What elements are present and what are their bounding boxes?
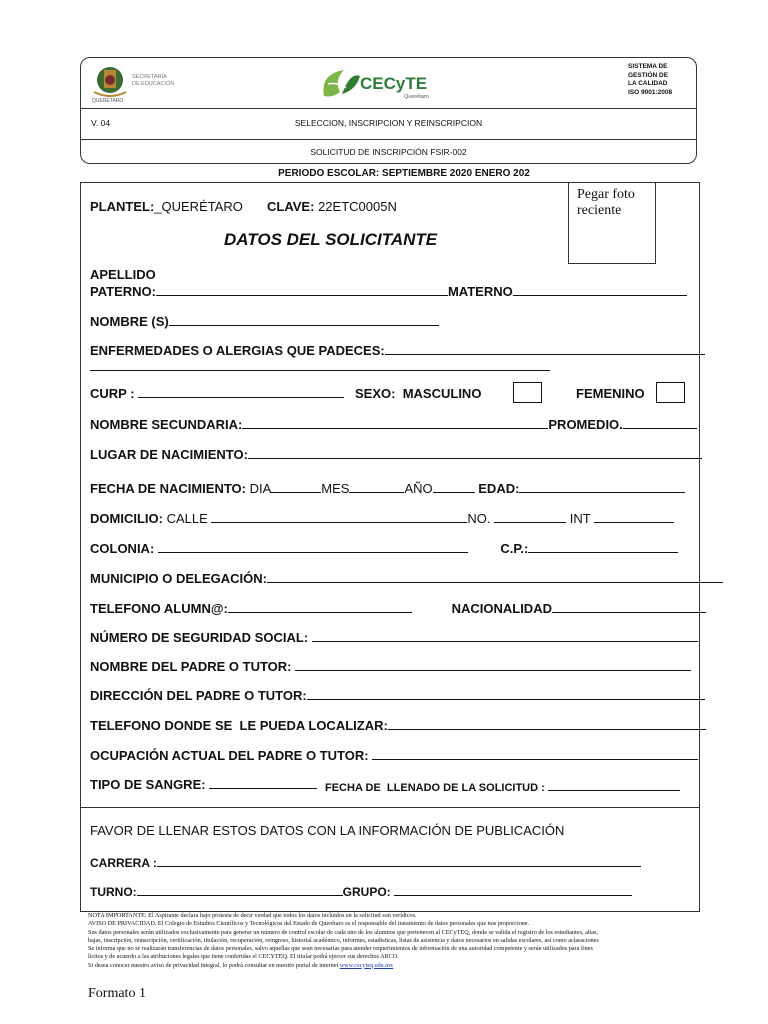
cecyte-logo-icon [320, 66, 362, 102]
plantel-row: PLANTEL:_QUERÉTARO [90, 199, 243, 214]
carrera-field[interactable]: CARRERA : [90, 855, 641, 870]
padre-field[interactable]: NOMBRE DEL PADRE O TUTOR: [90, 659, 691, 674]
turno-grupo-field[interactable]: TURNO: GRUPO: [90, 884, 632, 899]
photo-box: Pegar foto reciente [568, 182, 656, 264]
ocupacion-field[interactable]: OCUPACIÓN ACTUAL DEL PADRE O TUTOR: [90, 748, 698, 763]
section-title: DATOS DEL SOLICITANTE [224, 230, 438, 249]
fecha-llenado-field[interactable]: FECHA DE LLENADO DE LA SOLICITUD : [325, 779, 680, 794]
nss-field[interactable]: NÚMERO DE SEGURIDAD SOCIAL: [90, 630, 698, 645]
enfermedades-field[interactable]: ENFERMEDADES O ALERGIAS QUE PADECES: [90, 343, 705, 358]
lugar-nacimiento-field[interactable]: LUGAR DE NACIMIENTO: [90, 447, 702, 462]
footer-label: Formato 1 [88, 986, 146, 1001]
form-name: SOLICITUD DE INSCRIPCIÓN FSIR-002 [310, 147, 467, 157]
fecha-nacimiento-field[interactable]: FECHA DE NACIMIENTO: DIA MES AÑO EDAD: [90, 481, 685, 496]
femenino-label: FEMENINO [576, 386, 645, 401]
direccion-padre-field[interactable]: DIRECCIÓN DEL PADRE O TUTOR: [90, 688, 705, 703]
masculino-checkbox[interactable] [513, 382, 542, 403]
version-row [80, 108, 697, 140]
clave-row: CLAVE: 22ETC0005N [267, 199, 397, 214]
privacy-link[interactable]: www.cecyteq.edu.mx [339, 961, 394, 969]
plantel-value: _QUERÉTARO [154, 199, 243, 214]
municipio-field[interactable]: MUNICIPIO O DELEGACIÓN: [90, 571, 723, 586]
domicilio-field[interactable]: DOMICILIO: CALLE NO. INT [90, 511, 674, 526]
apellido-label: APELLIDO [90, 267, 156, 282]
publication-title: FAVOR DE LLENAR ESTOS DATOS CON LA INFORMACIÓN DE PUBLICACIÓN [90, 823, 565, 838]
important-note: NOTA IMPORTANTE: El Aspirante declara bajo protesta de decir verdad que todos los datos incluidos en la solicitud son verídicos. [88, 912, 417, 919]
colonia-field[interactable]: COLONIA: C.P.: [90, 541, 678, 556]
quality-system-text: SISTEMA DE GESTIÓN DE LA CALIDAD ISO 9001:2008 [628, 63, 673, 96]
femenino-checkbox[interactable] [656, 382, 685, 403]
privacy-notice: NOTA IMPORTANTE: El Aspirante declara bajo protesta de decir verdad que todos los datos incluidos en la solicitud son verídicos. AVISO DE PRIVACIDAD. El Colegio de Estudios Científicos y Tecnológicos del Estado de Querétaro es el responsable del tratamiento de datos personales que nos proporcione. Sus datos personales serán utilizados exclusivamente para generar un número de control escolar de cada uno de los alumnos que pertenecen al CECyTEQ, donde se valida el registro de los estudiantes, altas, bajas, inscripción, reinscripción, certificación, titulación, recuperación, reingreso, historial académico, informes, estadísticas, listas de asistencia y datos necesarios en salidas escolares, así como aclaraciones Se informa que no se realizarán transferencias de datos personales, salvo aquellas que sean necesarias para atender requerimientos de información de una autoridad competente y serán utilizados para fines lícitos y de acuerdo a las atribuciones legales que tiene conferidas el CECYTEQ. El titular podrá ejercer sus derechos ARCO. Si desea conocer nuestro aviso de privacidad integral, lo podrá consultar en nuestro portal de internet www.cecyteq.edu.mx [88, 912, 700, 970]
clave-value: 22ETC0005N [318, 199, 397, 214]
ministry-text: SECRETARÍA DE EDUCACIÓN [132, 74, 175, 87]
tipo-sangre-field[interactable]: TIPO DE SANGRE: [90, 777, 317, 792]
process-title: SELECCION, INSCRIPCION Y REINSCRIPCION [294, 118, 483, 128]
apellido-paterno-field[interactable]: PATERNO: MATERNO [90, 284, 687, 299]
telefono-alumno-field[interactable]: TELEFONO ALUMN@: NACIONALIDAD [90, 601, 706, 616]
nombre-field[interactable]: NOMBRE (S) [90, 314, 439, 329]
telefono-localizar-field[interactable]: TELEFONO DONDE SE LE PUEDA LOCALIZAR: [90, 718, 706, 733]
seal-caption: QUERÉTARO [92, 98, 124, 104]
enfermedades-line-2[interactable] [90, 358, 550, 371]
secundaria-field[interactable]: NOMBRE SECUNDARIA: PROMEDIO. [90, 417, 697, 432]
period-label: PERIODO ESCOLAR: SEPTIEMBRE 2020 ENERO 202 [278, 168, 530, 179]
brand-sub: Querétaro [404, 94, 429, 100]
brand-name: CECyTE [360, 74, 428, 93]
curp-field[interactable]: CURP : SEXO: MASCULINO [90, 386, 482, 401]
version-label: V. 04 [91, 118, 111, 128]
form-name-row [80, 139, 697, 164]
